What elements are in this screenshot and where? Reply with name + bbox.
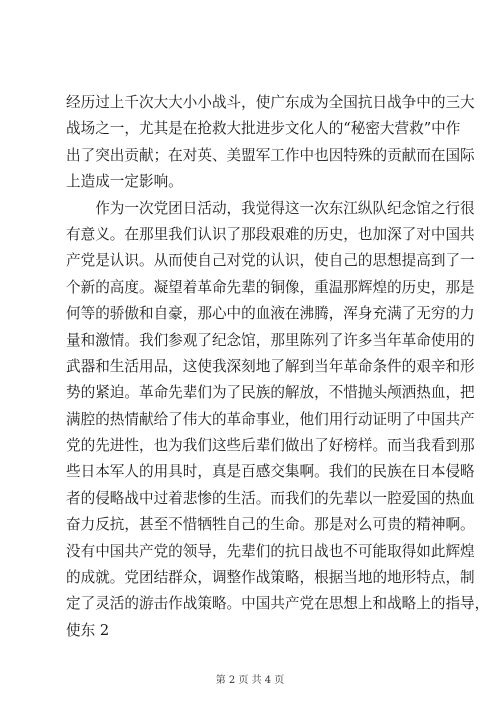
text-line: 满腔的热情献给了伟大的革命事业，他们用行动证明了中国共产 <box>66 410 475 428</box>
text-line: 量和激情。我们参观了纪念馆，那里陈列了许多当年革命使用的 <box>66 331 475 349</box>
text-line: 没有中国共产党的领导，先辈们的抗日战也不可能取得如此辉煌 <box>66 542 475 560</box>
text-line: 些日本军人的用具时，真是百感交集啊。我们的民族在日本侵略 <box>66 463 475 481</box>
text-line: 奋力反抗，甚至不惜牺牲自己的生命。那是对么可贵的精神啊。 <box>66 516 475 534</box>
text-line: 出了突出贡献；在对英、美盟军工作中也因特殊的贡献而在国际 <box>66 146 475 164</box>
text-line: 产党是认识。从而使自己对党的认识，使自己的思想提高到了一 <box>66 252 475 270</box>
text-line: 战场之一，尤其是在抢救大批进步文化人的“秘密大营救”中作 <box>66 120 461 138</box>
text-line: 上造成一定影响。 <box>66 173 183 191</box>
text-line: 势的紧迫。革命先辈们为了民族的解放，不惜抛头颅洒热血，把 <box>66 384 475 402</box>
text-line: 何等的骄傲和自豪，那心中的血液在沸腾，浑身充满了无穷的力 <box>66 305 475 323</box>
text-line: 的成就。党团结群众，调整作战策略，根据当地的地形特点，制 <box>66 569 475 587</box>
text-line: 使东 2 <box>66 621 110 639</box>
text-line: 有意义。在那里我们认识了那段艰难的历史，也加深了对中国共 <box>66 225 475 243</box>
text-line: 者的侵略战中过着悲惨的生活。而我们的先辈以一腔爱国的热血 <box>66 489 475 507</box>
text-line: 个新的高度。凝望着革命先辈的铜像，重温那辉煌的历史，那是 <box>66 278 475 296</box>
body-text <box>66 90 490 644</box>
text-line: 作为一次党团日活动，我觉得这一次东江纵队纪念馆之行很 <box>66 199 475 217</box>
page-number-footer: 第 2 页 共 4 页 <box>215 675 285 686</box>
text-line: 武器和生活用品，这使我深刻地了解到当年革命条件的艰辛和形 <box>66 357 475 375</box>
text-line: 经历过上千次大大小小战斗，使广东成为全国抗日战争中的三大 <box>66 94 475 111</box>
text-line: 党的先进性，也为我们这些后辈们做出了好榜样。而当我看到那 <box>66 437 475 455</box>
text-line: 定了灵活的游击作战策略。中国共产党在思想上和战略上的指导， <box>66 595 490 613</box>
